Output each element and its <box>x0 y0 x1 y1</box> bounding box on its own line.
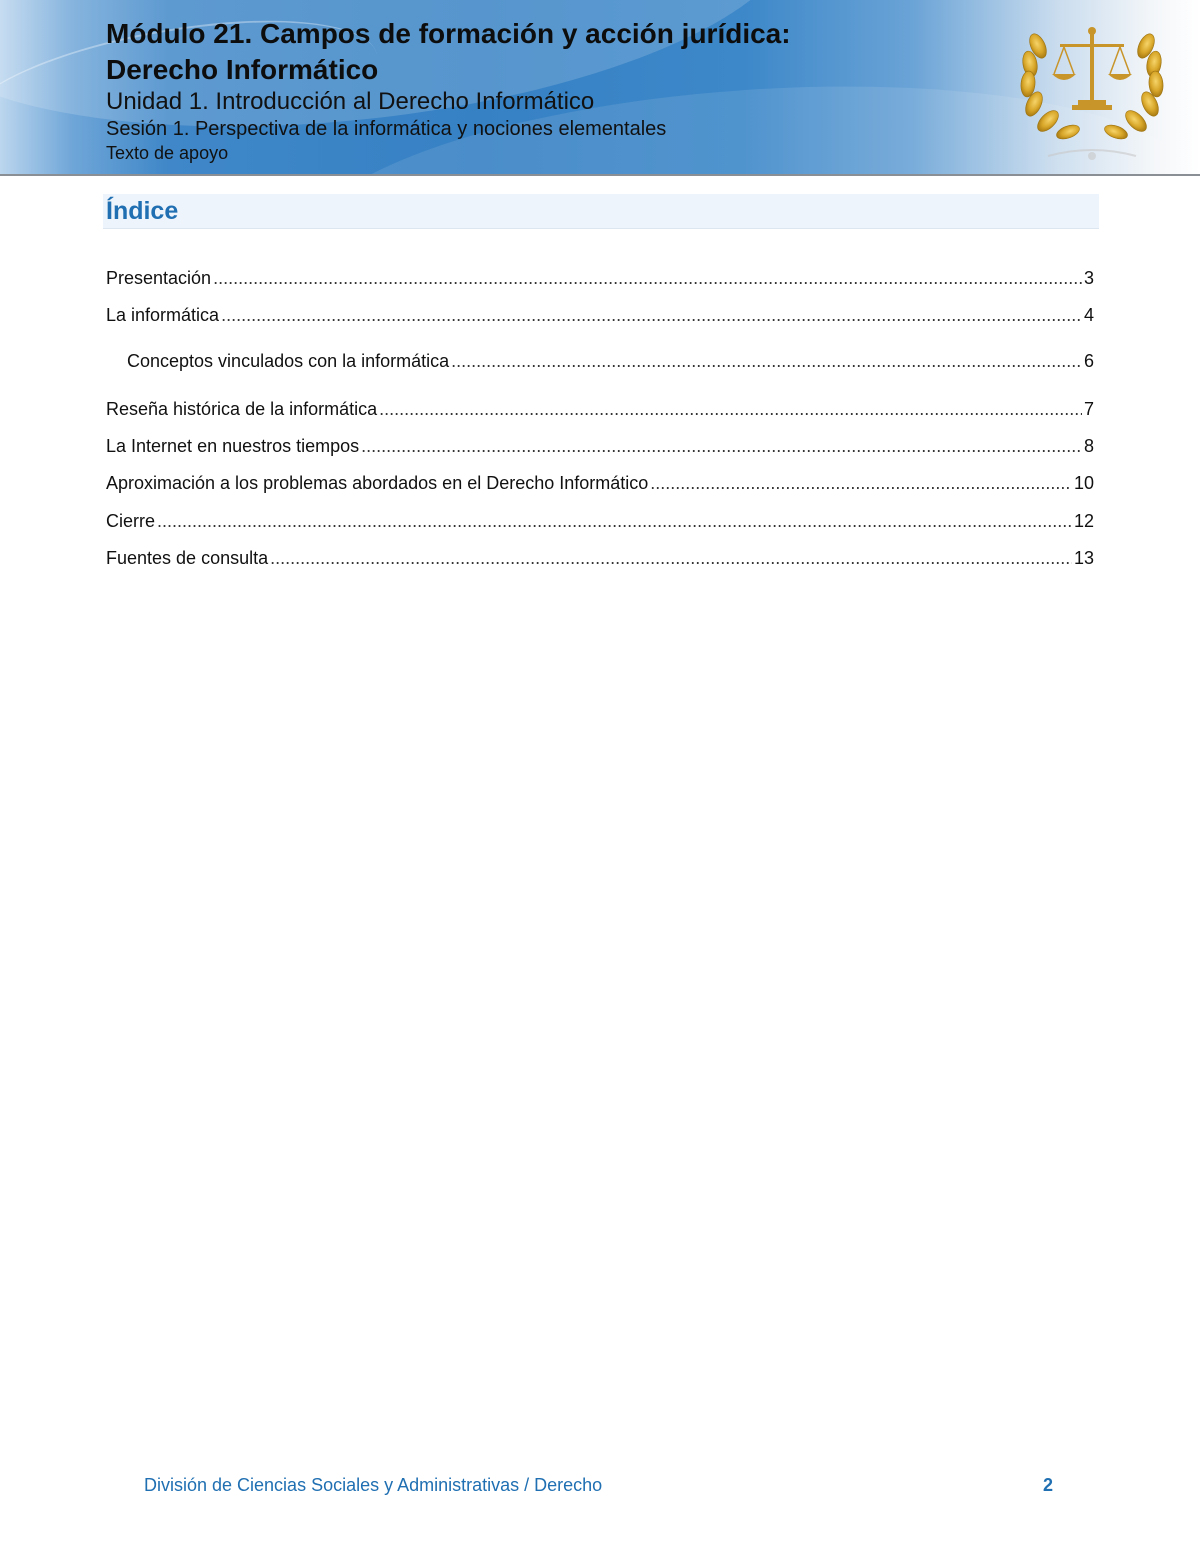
session-title: Sesión 1. Perspectiva de la informática y nociones elementales <box>106 118 667 140</box>
toc-entry-page: 8 <box>1083 436 1094 456</box>
toc-entry[interactable] <box>106 397 1094 421</box>
toc-entry-page: 3 <box>1083 268 1094 288</box>
document-header <box>0 0 1200 176</box>
toc-dot-leader <box>379 397 1082 421</box>
toc-entry[interactable] <box>106 303 1094 327</box>
toc-dot-leader <box>270 546 1072 570</box>
toc-entry[interactable] <box>127 349 1094 373</box>
toc-entry[interactable] <box>106 546 1094 570</box>
index-heading-bar <box>103 194 1099 229</box>
toc-entry-page: 10 <box>1073 473 1094 493</box>
toc-entry-label: Fuentes de consulta <box>106 548 269 568</box>
toc-entry-page: 13 <box>1073 548 1094 568</box>
header-text-block <box>106 16 986 164</box>
toc-entry-label: La Internet en nuestros tiempos <box>106 436 360 456</box>
footer-division: División de Ciencias Sociales y Administrativas / Derecho <box>144 1475 603 1495</box>
toc-entry-label: Cierre <box>106 511 156 531</box>
toc-entry-page: 7 <box>1083 399 1094 419</box>
toc-entry-label: Reseña histórica de la informática <box>106 399 378 419</box>
toc-entry-page: 4 <box>1083 305 1094 325</box>
toc-entry-label: Conceptos vinculados con la informática <box>127 351 450 371</box>
toc-entry[interactable] <box>106 266 1094 290</box>
toc-entry-label: Aproximación a los problemas abordados en el Derecho Informático <box>106 473 649 493</box>
scales-of-justice-laurel-icon <box>1008 6 1176 174</box>
toc-dot-leader <box>451 349 1082 373</box>
module-title-line-1: Módulo 21. Campos de formación y acción jurídica: <box>106 18 791 49</box>
unit-title: Unidad 1. Introducción al Derecho Informático <box>106 88 595 115</box>
toc-dot-leader <box>650 471 1072 495</box>
toc-entry[interactable] <box>106 509 1094 533</box>
support-text-label: Texto de apoyo <box>106 143 229 163</box>
footer-page-number: 2 <box>1042 1475 1053 1495</box>
toc-dot-leader <box>361 434 1082 458</box>
toc-dot-leader <box>221 303 1082 327</box>
toc-entry-page: 6 <box>1083 351 1094 371</box>
toc-entry-page: 12 <box>1073 511 1094 531</box>
toc-entry-label: Presentación <box>106 268 212 288</box>
toc-dot-leader <box>213 266 1082 290</box>
module-title-line-2: Derecho Informático <box>106 54 379 85</box>
index-heading: Índice <box>106 197 179 225</box>
toc-dot-leader <box>157 509 1072 533</box>
toc-entry-label: La informática <box>106 305 220 325</box>
toc-entry[interactable] <box>106 434 1094 458</box>
toc-entry[interactable] <box>106 471 1094 495</box>
